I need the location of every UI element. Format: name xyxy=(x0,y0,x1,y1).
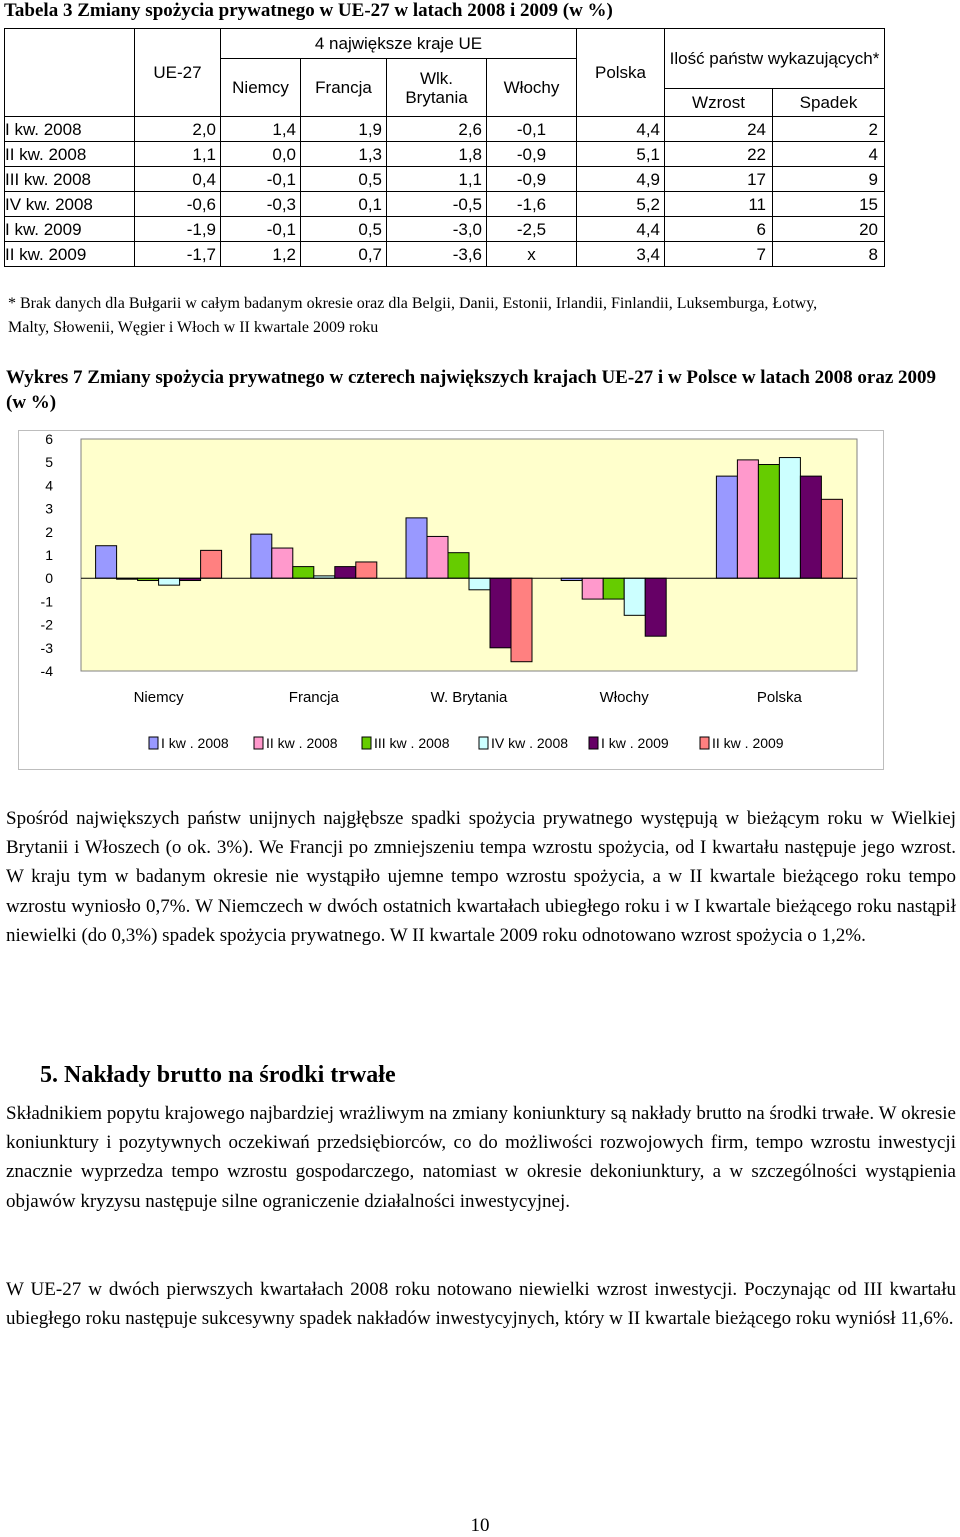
table-cell: -2,5 xyxy=(487,217,577,242)
bar xyxy=(96,546,117,578)
x-category-label: Polska xyxy=(756,689,802,706)
table-cell: 4,4 xyxy=(577,217,665,242)
section-heading: 5. Nakłady brutto na środki trwałe xyxy=(40,1062,396,1088)
header-polska: Polska xyxy=(577,29,665,117)
y-tick-label: 6 xyxy=(45,431,53,447)
table-cell: 1,8 xyxy=(387,142,487,167)
header-francja: Francja xyxy=(301,59,387,117)
table-cell: -0,1 xyxy=(221,217,301,242)
table-cell: -0,5 xyxy=(387,192,487,217)
y-tick-label: -3 xyxy=(40,639,53,656)
row-label: II kw. 2008 xyxy=(5,142,135,167)
table-cell: 4,9 xyxy=(577,167,665,192)
table-cell: -1,6 xyxy=(487,192,577,217)
header-ue27: UE-27 xyxy=(135,29,221,117)
table-cell: 4 xyxy=(773,142,885,167)
table-cell: 0,4 xyxy=(135,167,221,192)
bar xyxy=(582,578,603,599)
table-cell: 5,1 xyxy=(577,142,665,167)
row-label: I kw. 2008 xyxy=(5,117,135,142)
table-row xyxy=(5,167,885,192)
bar xyxy=(159,578,180,585)
consumption-table xyxy=(4,28,885,267)
table-cell: 11 xyxy=(665,192,773,217)
table-cell: 0,1 xyxy=(301,192,387,217)
bar xyxy=(737,460,758,578)
bar-chart xyxy=(19,431,883,769)
table-cell: 1,1 xyxy=(387,167,487,192)
table-title: Tabela 3 Zmiany spożycia prywatnego w UE-27 w latach 2008 i 2009 (w %) xyxy=(4,0,613,21)
table-cell: 20 xyxy=(773,217,885,242)
table-cell: 9 xyxy=(773,167,885,192)
table-cell: -0,3 xyxy=(221,192,301,217)
legend-label: I kw . 2008 xyxy=(161,735,229,751)
header-big4: 4 największe kraje UE xyxy=(221,29,577,59)
legend-swatch xyxy=(700,737,709,749)
row-label: IV kw. 2008 xyxy=(5,192,135,217)
legend-label: IV kw . 2008 xyxy=(491,735,569,751)
chart-title xyxy=(6,365,956,415)
bar xyxy=(293,567,314,579)
table-cell: 4,4 xyxy=(577,117,665,142)
y-tick-label: 3 xyxy=(45,500,53,517)
legend-label: II kw . 2008 xyxy=(266,735,338,751)
header-niemcy: Niemcy xyxy=(221,59,301,117)
table-cell: 6 xyxy=(665,217,773,242)
table-cell: 7 xyxy=(665,242,773,267)
table-cell: 3,4 xyxy=(577,242,665,267)
table-cell: 24 xyxy=(665,117,773,142)
bar xyxy=(406,518,427,578)
x-category-label: W. Brytania xyxy=(430,689,508,706)
bar xyxy=(758,465,779,579)
table-row xyxy=(5,242,885,267)
y-tick-label: 4 xyxy=(45,477,53,494)
bar xyxy=(821,499,842,578)
legend-swatch xyxy=(254,737,263,749)
chart-container xyxy=(18,430,884,770)
y-tick-label: -4 xyxy=(40,663,53,679)
table-row xyxy=(5,142,885,167)
bar xyxy=(716,476,737,578)
header-wlk-brytania: Wlk. Brytania xyxy=(387,59,487,117)
x-category-label: Niemcy xyxy=(133,689,184,706)
paragraph-investment-eu: W UE-27 w dwóch pierwszych kwartałach 2008 roku notowano niewielki wzrost inwestycji. Poczynając od III kwartału ubiegłego roku następuje sukcesywny spadek nakładów inwestycyjnych, który w II kwartale bieżącego roku wyniósł 11,6%. xyxy=(6,1279,956,1330)
bar xyxy=(603,578,624,599)
bar xyxy=(800,476,821,578)
table-cell: 2,6 xyxy=(387,117,487,142)
legend-swatch xyxy=(479,737,488,749)
legend-swatch xyxy=(149,737,158,749)
table-cell: 17 xyxy=(665,167,773,192)
legend-swatch xyxy=(362,737,371,749)
table-cell: -0,1 xyxy=(221,167,301,192)
header-wzrost: Wzrost xyxy=(665,89,773,117)
bar xyxy=(251,534,272,578)
bar xyxy=(427,536,448,578)
table-cell: 8 xyxy=(773,242,885,267)
table-cell: 1,3 xyxy=(301,142,387,167)
header-wlochy: Włochy xyxy=(487,59,577,117)
table-cell: x xyxy=(487,242,577,267)
table-row xyxy=(5,192,885,217)
y-tick-label: -1 xyxy=(40,593,53,610)
table-cell: 1,2 xyxy=(221,242,301,267)
chart-title-text: Wykres 7 Zmiany spożycia prywatnego w czterech największych krajach UE-27 i w Polsce w latach 2008 oraz 2009 (w %) xyxy=(6,367,937,413)
y-tick-label: -2 xyxy=(40,616,53,633)
page-number: 10 xyxy=(470,1515,490,1536)
table-cell: 0,7 xyxy=(301,242,387,267)
row-label: I kw. 2009 xyxy=(5,217,135,242)
table-cell: -0,1 xyxy=(487,117,577,142)
table-row xyxy=(5,217,885,242)
y-tick-label: 5 xyxy=(45,454,53,471)
y-tick-label: 0 xyxy=(45,570,53,587)
table-cell: 0,5 xyxy=(301,217,387,242)
bar xyxy=(624,578,645,615)
table-cell: 0,5 xyxy=(301,167,387,192)
row-label: III kw. 2008 xyxy=(5,167,135,192)
table-cell: -1,7 xyxy=(135,242,221,267)
x-category-label: Włochy xyxy=(599,689,649,706)
table-footnote: * Brak danych dla Bułgarii w całym badanym okresie oraz dla Belgii, Danii, Estonii, Irlandii, Finlandii, Luksemburga, Łotwy, Malty, Słowenii, Węgier i Włoch w II kwartale 2009 roku xyxy=(8,295,818,336)
bar xyxy=(779,458,800,579)
table-cell: -3,0 xyxy=(387,217,487,242)
bar xyxy=(272,548,293,578)
legend-label: I kw . 2009 xyxy=(601,735,669,751)
y-tick-label: 1 xyxy=(45,547,53,563)
legend-label: II kw . 2009 xyxy=(712,735,784,751)
table-cell: -3,6 xyxy=(387,242,487,267)
bar xyxy=(490,578,511,648)
bar xyxy=(469,578,490,590)
x-category-label: Francja xyxy=(288,689,339,706)
table-cell: -0,9 xyxy=(487,142,577,167)
paragraph-consumption: Spośród największych państw unijnych najgłębsze spadki spożycia prywatnego występują w bieżącym roku w Wielkiej Brytanii i Włoszech (o ok. 3%). We Francji po zmniejszeniu tempa wzrostu spożycia, od I kwartału następuje jego wzrost. W kraju tym w badanym okresie nie wystąpiło ujemne tempo wzrostu spożycia, a w II kwartale bieżącego roku tempo wzrostu wyniosło 0,7%. W Niemczech w dwóch ostatnich kwartałach ubiegłego roku i w I kwartale bieżącego roku nastąpił niewielki (do 0,3%) spadek spożycia prywatnego. W II kwartale 2009 roku odnotowano wzrost spożycia o 1,2%. xyxy=(6,808,956,946)
table-cell: -0,6 xyxy=(135,192,221,217)
table-cell: 1,1 xyxy=(135,142,221,167)
table-cell: 1,9 xyxy=(301,117,387,142)
y-tick-label: 2 xyxy=(45,523,53,540)
table-cell: -1,9 xyxy=(135,217,221,242)
table-cell: 15 xyxy=(773,192,885,217)
table-cell: 1,4 xyxy=(221,117,301,142)
bar xyxy=(335,567,356,579)
legend-label: III kw . 2008 xyxy=(374,735,450,751)
corner-cell xyxy=(5,29,135,117)
header-ilosc: Ilość państw wykazujących* xyxy=(665,29,885,89)
table-cell: 2 xyxy=(773,117,885,142)
table-cell: 0,0 xyxy=(221,142,301,167)
header-spadek: Spadek xyxy=(773,89,885,117)
table-row xyxy=(5,117,885,142)
table-cell: 22 xyxy=(665,142,773,167)
bar xyxy=(511,578,532,662)
row-label: II kw. 2009 xyxy=(5,242,135,267)
legend-swatch xyxy=(589,737,598,749)
table-cell: 5,2 xyxy=(577,192,665,217)
bar xyxy=(448,553,469,579)
paragraph-investment-intro: Składnikiem popytu krajowego najbardziej wrażliwym na zmiany koniunktury są nakłady brutto na środki trwałe. W okresie koniunktury i pozytywnych oczekiwań przedsiębiorców, co do możliwości rozwojowych firm, tempo wzrostu inwestycji znacznie wyprzedza tempo wzrostu gospodarczego, natomiast w okresie dekoniunktury, a w szczególności wystąpienia objawów kryzysu następuje silne ograniczenie działalności inwestycyjnej. xyxy=(6,1103,956,1212)
table-cell: -0,9 xyxy=(487,167,577,192)
bar xyxy=(201,550,222,578)
bar xyxy=(645,578,666,636)
bar xyxy=(356,562,377,578)
table-cell: 2,0 xyxy=(135,117,221,142)
